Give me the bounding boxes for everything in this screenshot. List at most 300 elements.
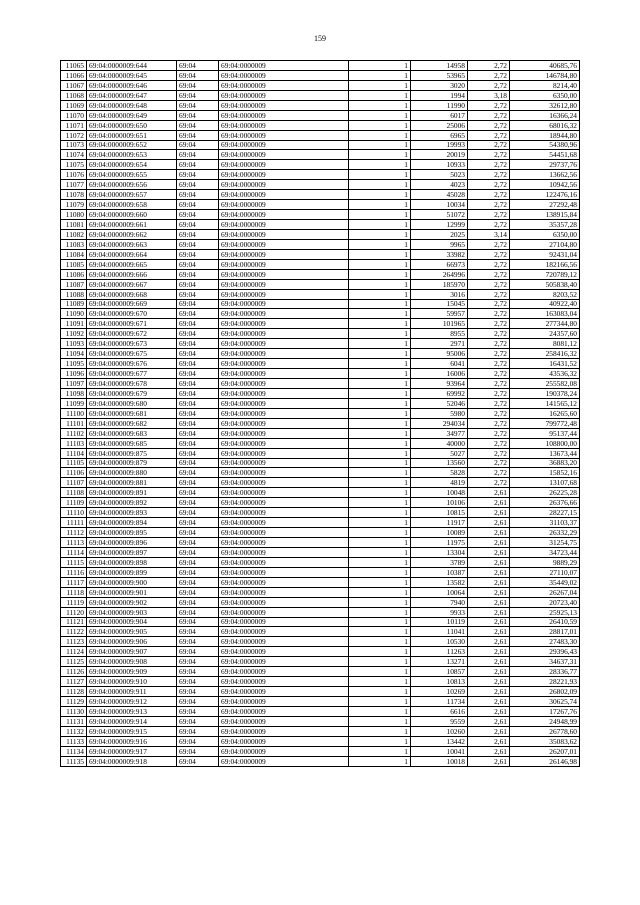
value-cell: 108800,00: [510, 438, 580, 448]
district-code-cell: 69:04: [177, 120, 219, 130]
quarter-code-cell: 69:04:0000009: [219, 80, 349, 90]
district-code-cell: 69:04: [177, 329, 219, 339]
quarter-code-cell: 69:04:0000009: [219, 110, 349, 120]
row-number-cell: 11123: [61, 637, 87, 647]
rate-cell: 2,61: [468, 687, 510, 697]
area-cell: 10815: [411, 508, 468, 518]
table-row: [61, 249, 580, 259]
district-code-cell: 69:04: [177, 637, 219, 647]
table-row: [61, 309, 580, 319]
table-row: [61, 528, 580, 538]
quarter-code-cell: 69:04:0000009: [219, 557, 349, 567]
value-cell: 27104,80: [510, 239, 580, 249]
value-cell: 15852,16: [510, 468, 580, 478]
value-cell: 28336,77: [510, 667, 580, 677]
table-row: [61, 369, 580, 379]
area-cell: 69992: [411, 388, 468, 398]
value-cell: 255582,08: [510, 379, 580, 389]
value-cell: 190378,24: [510, 388, 580, 398]
row-number-cell: 11098: [61, 388, 87, 398]
cadastral-number-cell: 69:04:0000009:894: [87, 518, 177, 528]
rate-cell: 2,61: [468, 597, 510, 607]
cadastral-number-cell: 69:04:0000009:913: [87, 706, 177, 716]
district-code-cell: 69:04: [177, 130, 219, 140]
rate-cell: 2,72: [468, 180, 510, 190]
count-cell: 1: [349, 468, 411, 478]
district-code-cell: 69:04: [177, 428, 219, 438]
area-cell: 14958: [411, 61, 468, 71]
count-cell: 1: [349, 249, 411, 259]
row-number-cell: 11082: [61, 229, 87, 239]
count-cell: 1: [349, 508, 411, 518]
value-cell: 122476,16: [510, 190, 580, 200]
row-number-cell: 11090: [61, 309, 87, 319]
rate-cell: 2,72: [468, 458, 510, 468]
count-cell: 1: [349, 647, 411, 657]
district-code-cell: 69:04: [177, 587, 219, 597]
rate-cell: 2,61: [468, 647, 510, 657]
row-number-cell: 11085: [61, 259, 87, 269]
area-cell: 5980: [411, 408, 468, 418]
count-cell: 1: [349, 716, 411, 726]
area-cell: 4023: [411, 180, 468, 190]
row-number-cell: 11125: [61, 657, 87, 667]
row-number-cell: 11071: [61, 120, 87, 130]
table-row: [61, 388, 580, 398]
district-code-cell: 69:04: [177, 279, 219, 289]
rate-cell: 2,72: [468, 249, 510, 259]
table-row: [61, 538, 580, 548]
quarter-code-cell: 69:04:0000009: [219, 359, 349, 369]
rate-cell: 2,72: [468, 468, 510, 478]
district-code-cell: 69:04: [177, 319, 219, 329]
rate-cell: 2,72: [468, 379, 510, 389]
area-cell: 5828: [411, 468, 468, 478]
row-number-cell: 11133: [61, 736, 87, 746]
table-row: [61, 110, 580, 120]
rate-cell: 2,61: [468, 567, 510, 577]
quarter-code-cell: 69:04:0000009: [219, 90, 349, 100]
row-number-cell: 11102: [61, 428, 87, 438]
rate-cell: 2,61: [468, 706, 510, 716]
area-cell: 34977: [411, 428, 468, 438]
value-cell: 8214,40: [510, 80, 580, 90]
quarter-code-cell: 69:04:0000009: [219, 388, 349, 398]
rate-cell: 2,72: [468, 200, 510, 210]
rate-cell: 2,72: [468, 130, 510, 140]
rate-cell: 2,61: [468, 726, 510, 736]
table-row: [61, 130, 580, 140]
area-cell: 12999: [411, 220, 468, 230]
value-cell: 8203,52: [510, 289, 580, 299]
table-row: [61, 428, 580, 438]
area-cell: 45028: [411, 190, 468, 200]
area-cell: 8955: [411, 329, 468, 339]
rate-cell: 2,61: [468, 547, 510, 557]
count-cell: 1: [349, 458, 411, 468]
cadastral-number-cell: 69:04:0000009:672: [87, 329, 177, 339]
table-row: [61, 597, 580, 607]
value-cell: 26207,01: [510, 746, 580, 756]
quarter-code-cell: 69:04:0000009: [219, 528, 349, 538]
district-code-cell: 69:04: [177, 468, 219, 478]
cadastral-number-cell: 69:04:0000009:650: [87, 120, 177, 130]
area-cell: 3789: [411, 557, 468, 567]
table-row: [61, 706, 580, 716]
cadastral-number-cell: 69:04:0000009:673: [87, 339, 177, 349]
cadastral-number-cell: 69:04:0000009:897: [87, 547, 177, 557]
area-cell: 294034: [411, 418, 468, 428]
row-number-cell: 11083: [61, 239, 87, 249]
district-code-cell: 69:04: [177, 518, 219, 528]
cadastral-value-table: [60, 60, 580, 767]
count-cell: 1: [349, 388, 411, 398]
count-cell: 1: [349, 349, 411, 359]
district-code-cell: 69:04: [177, 478, 219, 488]
cadastral-number-cell: 69:04:0000009:676: [87, 359, 177, 369]
area-cell: 19993: [411, 140, 468, 150]
row-number-cell: 11070: [61, 110, 87, 120]
table-row: [61, 150, 580, 160]
count-cell: 1: [349, 547, 411, 557]
row-number-cell: 11124: [61, 647, 87, 657]
rate-cell: 2,72: [468, 80, 510, 90]
rate-cell: 2,72: [468, 369, 510, 379]
value-cell: 6350,00: [510, 229, 580, 239]
cadastral-number-cell: 69:04:0000009:668: [87, 289, 177, 299]
rate-cell: 2,72: [468, 239, 510, 249]
quarter-code-cell: 69:04:0000009: [219, 190, 349, 200]
area-cell: 52046: [411, 398, 468, 408]
row-number-cell: 11074: [61, 150, 87, 160]
value-cell: 720789,12: [510, 269, 580, 279]
row-number-cell: 11117: [61, 577, 87, 587]
row-number-cell: 11101: [61, 418, 87, 428]
cadastral-number-cell: 69:04:0000009:663: [87, 239, 177, 249]
table-row: [61, 100, 580, 110]
district-code-cell: 69:04: [177, 210, 219, 220]
table-row: [61, 259, 580, 269]
row-number-cell: 11095: [61, 359, 87, 369]
row-number-cell: 11096: [61, 369, 87, 379]
row-number-cell: 11105: [61, 458, 87, 468]
district-code-cell: 69:04: [177, 687, 219, 697]
quarter-code-cell: 69:04:0000009: [219, 408, 349, 418]
cadastral-number-cell: 69:04:0000009:908: [87, 657, 177, 667]
cadastral-number-cell: 69:04:0000009:662: [87, 229, 177, 239]
value-cell: 26267,04: [510, 587, 580, 597]
row-number-cell: 11081: [61, 220, 87, 230]
cadastral-number-cell: 69:04:0000009:901: [87, 587, 177, 597]
row-number-cell: 11107: [61, 478, 87, 488]
quarter-code-cell: 69:04:0000009: [219, 150, 349, 160]
cadastral-number-cell: 69:04:0000009:660: [87, 210, 177, 220]
row-number-cell: 11065: [61, 61, 87, 71]
quarter-code-cell: 69:04:0000009: [219, 329, 349, 339]
quarter-code-cell: 69:04:0000009: [219, 716, 349, 726]
rate-cell: 2,72: [468, 438, 510, 448]
area-cell: 10933: [411, 160, 468, 170]
area-cell: 6017: [411, 110, 468, 120]
rate-cell: 2,72: [468, 388, 510, 398]
rate-cell: 2,61: [468, 528, 510, 538]
district-code-cell: 69:04: [177, 239, 219, 249]
row-number-cell: 11118: [61, 587, 87, 597]
district-code-cell: 69:04: [177, 190, 219, 200]
count-cell: 1: [349, 408, 411, 418]
row-number-cell: 11119: [61, 597, 87, 607]
district-code-cell: 69:04: [177, 557, 219, 567]
value-cell: 40685,76: [510, 61, 580, 71]
row-number-cell: 11066: [61, 70, 87, 80]
value-cell: 26410,59: [510, 617, 580, 627]
value-cell: 20723,40: [510, 597, 580, 607]
row-number-cell: 11072: [61, 130, 87, 140]
area-cell: 9559: [411, 716, 468, 726]
table-row: [61, 160, 580, 170]
area-cell: 66973: [411, 259, 468, 269]
cadastral-number-cell: 69:04:0000009:875: [87, 448, 177, 458]
count-cell: 1: [349, 130, 411, 140]
rate-cell: 2,61: [468, 607, 510, 617]
cadastral-number-cell: 69:04:0000009:670: [87, 309, 177, 319]
table-row: [61, 220, 580, 230]
district-code-cell: 69:04: [177, 80, 219, 90]
quarter-code-cell: 69:04:0000009: [219, 438, 349, 448]
table-row: [61, 736, 580, 746]
table-row: [61, 617, 580, 627]
value-cell: 35083,62: [510, 736, 580, 746]
row-number-cell: 11106: [61, 468, 87, 478]
row-number-cell: 11088: [61, 289, 87, 299]
count-cell: 1: [349, 607, 411, 617]
table-row: [61, 200, 580, 210]
rate-cell: 2,61: [468, 508, 510, 518]
table-row: [61, 279, 580, 289]
rate-cell: 2,72: [468, 120, 510, 130]
district-code-cell: 69:04: [177, 488, 219, 498]
cadastral-number-cell: 69:04:0000009:912: [87, 697, 177, 707]
value-cell: 277344,80: [510, 319, 580, 329]
count-cell: 1: [349, 597, 411, 607]
count-cell: 1: [349, 180, 411, 190]
value-cell: 10942,56: [510, 180, 580, 190]
value-cell: 258416,32: [510, 349, 580, 359]
value-cell: 9889,29: [510, 557, 580, 567]
cadastral-number-cell: 69:04:0000009:679: [87, 388, 177, 398]
area-cell: 11263: [411, 647, 468, 657]
value-cell: 29396,43: [510, 647, 580, 657]
district-code-cell: 69:04: [177, 677, 219, 687]
quarter-code-cell: 69:04:0000009: [219, 398, 349, 408]
table-row: [61, 398, 580, 408]
value-cell: 27110,07: [510, 567, 580, 577]
cadastral-number-cell: 69:04:0000009:666: [87, 269, 177, 279]
district-code-cell: 69:04: [177, 458, 219, 468]
area-cell: 5027: [411, 448, 468, 458]
value-cell: 68016,32: [510, 120, 580, 130]
district-code-cell: 69:04: [177, 359, 219, 369]
count-cell: 1: [349, 160, 411, 170]
page-number: 159: [314, 34, 326, 43]
row-number-cell: 11115: [61, 557, 87, 567]
rate-cell: 2,72: [468, 339, 510, 349]
rate-cell: 2,61: [468, 657, 510, 667]
quarter-code-cell: 69:04:0000009: [219, 259, 349, 269]
cadastral-number-cell: 69:04:0000009:678: [87, 379, 177, 389]
area-cell: 10813: [411, 677, 468, 687]
count-cell: 1: [349, 538, 411, 548]
value-cell: 13107,68: [510, 478, 580, 488]
rate-cell: 2,72: [468, 210, 510, 220]
area-cell: 10119: [411, 617, 468, 627]
value-cell: 29737,76: [510, 160, 580, 170]
row-number-cell: 11067: [61, 80, 87, 90]
value-cell: 54380,96: [510, 140, 580, 150]
rate-cell: 2,61: [468, 498, 510, 508]
district-code-cell: 69:04: [177, 398, 219, 408]
rate-cell: 2,72: [468, 140, 510, 150]
cadastral-number-cell: 69:04:0000009:647: [87, 90, 177, 100]
cadastral-number-cell: 69:04:0000009:683: [87, 428, 177, 438]
count-cell: 1: [349, 587, 411, 597]
area-cell: 59957: [411, 309, 468, 319]
count-cell: 1: [349, 80, 411, 90]
count-cell: 1: [349, 229, 411, 239]
count-cell: 1: [349, 438, 411, 448]
table-row: [61, 180, 580, 190]
cadastral-number-cell: 69:04:0000009:917: [87, 746, 177, 756]
area-cell: 1994: [411, 90, 468, 100]
count-cell: 1: [349, 120, 411, 130]
area-cell: 4819: [411, 478, 468, 488]
table-row: [61, 478, 580, 488]
cadastral-number-cell: 69:04:0000009:892: [87, 498, 177, 508]
row-number-cell: 11112: [61, 528, 87, 538]
row-number-cell: 11075: [61, 160, 87, 170]
cadastral-number-cell: 69:04:0000009:914: [87, 716, 177, 726]
row-number-cell: 11093: [61, 339, 87, 349]
table-row: [61, 319, 580, 329]
area-cell: 13304: [411, 547, 468, 557]
district-code-cell: 69:04: [177, 61, 219, 71]
count-cell: 1: [349, 150, 411, 160]
row-number-cell: 11069: [61, 100, 87, 110]
table-row: [61, 408, 580, 418]
count-cell: 1: [349, 90, 411, 100]
table-row: [61, 756, 580, 766]
cadastral-number-cell: 69:04:0000009:667: [87, 279, 177, 289]
area-cell: 5023: [411, 170, 468, 180]
row-number-cell: 11134: [61, 746, 87, 756]
cadastral-number-cell: 69:04:0000009:899: [87, 567, 177, 577]
rate-cell: 3,18: [468, 90, 510, 100]
area-cell: 2971: [411, 339, 468, 349]
quarter-code-cell: 69:04:0000009: [219, 349, 349, 359]
count-cell: 1: [349, 617, 411, 627]
value-cell: 28227,15: [510, 508, 580, 518]
rate-cell: 2,61: [468, 677, 510, 687]
cadastral-number-cell: 69:04:0000009:918: [87, 756, 177, 766]
area-cell: 10089: [411, 528, 468, 538]
value-cell: 40922,40: [510, 299, 580, 309]
quarter-code-cell: 69:04:0000009: [219, 607, 349, 617]
rate-cell: 2,72: [468, 259, 510, 269]
rate-cell: 2,61: [468, 538, 510, 548]
district-code-cell: 69:04: [177, 299, 219, 309]
value-cell: 27483,30: [510, 637, 580, 647]
count-cell: 1: [349, 110, 411, 120]
count-cell: 1: [349, 190, 411, 200]
rate-cell: 2,72: [468, 61, 510, 71]
count-cell: 1: [349, 528, 411, 538]
cadastral-number-cell: 69:04:0000009:664: [87, 249, 177, 259]
district-code-cell: 69:04: [177, 90, 219, 100]
area-cell: 185970: [411, 279, 468, 289]
quarter-code-cell: 69:04:0000009: [219, 577, 349, 587]
table-row: [61, 567, 580, 577]
quarter-code-cell: 69:04:0000009: [219, 597, 349, 607]
table-row: [61, 438, 580, 448]
count-cell: 1: [349, 319, 411, 329]
count-cell: 1: [349, 448, 411, 458]
value-cell: 13673,44: [510, 448, 580, 458]
quarter-code-cell: 69:04:0000009: [219, 180, 349, 190]
value-cell: 13662,56: [510, 170, 580, 180]
table-row: [61, 518, 580, 528]
district-code-cell: 69:04: [177, 607, 219, 617]
rate-cell: 2,61: [468, 577, 510, 587]
rate-cell: 2,72: [468, 190, 510, 200]
rate-cell: 2,72: [468, 289, 510, 299]
count-cell: 1: [349, 637, 411, 647]
count-cell: 1: [349, 746, 411, 756]
cadastral-number-cell: 69:04:0000009:681: [87, 408, 177, 418]
quarter-code-cell: 69:04:0000009: [219, 70, 349, 80]
cadastral-number-cell: 69:04:0000009:658: [87, 200, 177, 210]
cadastral-number-cell: 69:04:0000009:900: [87, 577, 177, 587]
value-cell: 34637,31: [510, 657, 580, 667]
value-cell: 26332,29: [510, 528, 580, 538]
rate-cell: 2,72: [468, 418, 510, 428]
row-number-cell: 11080: [61, 210, 87, 220]
value-cell: 36883,20: [510, 458, 580, 468]
quarter-code-cell: 69:04:0000009: [219, 140, 349, 150]
quarter-code-cell: 69:04:0000009: [219, 538, 349, 548]
rate-cell: 2,72: [468, 160, 510, 170]
value-cell: 26225,28: [510, 488, 580, 498]
value-cell: 16366,24: [510, 110, 580, 120]
quarter-code-cell: 69:04:0000009: [219, 468, 349, 478]
quarter-code-cell: 69:04:0000009: [219, 369, 349, 379]
quarter-code-cell: 69:04:0000009: [219, 746, 349, 756]
row-number-cell: 11097: [61, 379, 87, 389]
rate-cell: 2,61: [468, 488, 510, 498]
quarter-code-cell: 69:04:0000009: [219, 498, 349, 508]
area-cell: 6965: [411, 130, 468, 140]
cadastral-number-cell: 69:04:0000009:898: [87, 557, 177, 567]
value-cell: 35357,28: [510, 220, 580, 230]
rate-cell: 2,61: [468, 716, 510, 726]
row-number-cell: 11103: [61, 438, 87, 448]
row-number-cell: 11091: [61, 319, 87, 329]
area-cell: 10041: [411, 746, 468, 756]
row-number-cell: 11122: [61, 627, 87, 637]
count-cell: 1: [349, 140, 411, 150]
value-cell: 182166,56: [510, 259, 580, 269]
row-number-cell: 11129: [61, 697, 87, 707]
cadastral-number-cell: 69:04:0000009:648: [87, 100, 177, 110]
